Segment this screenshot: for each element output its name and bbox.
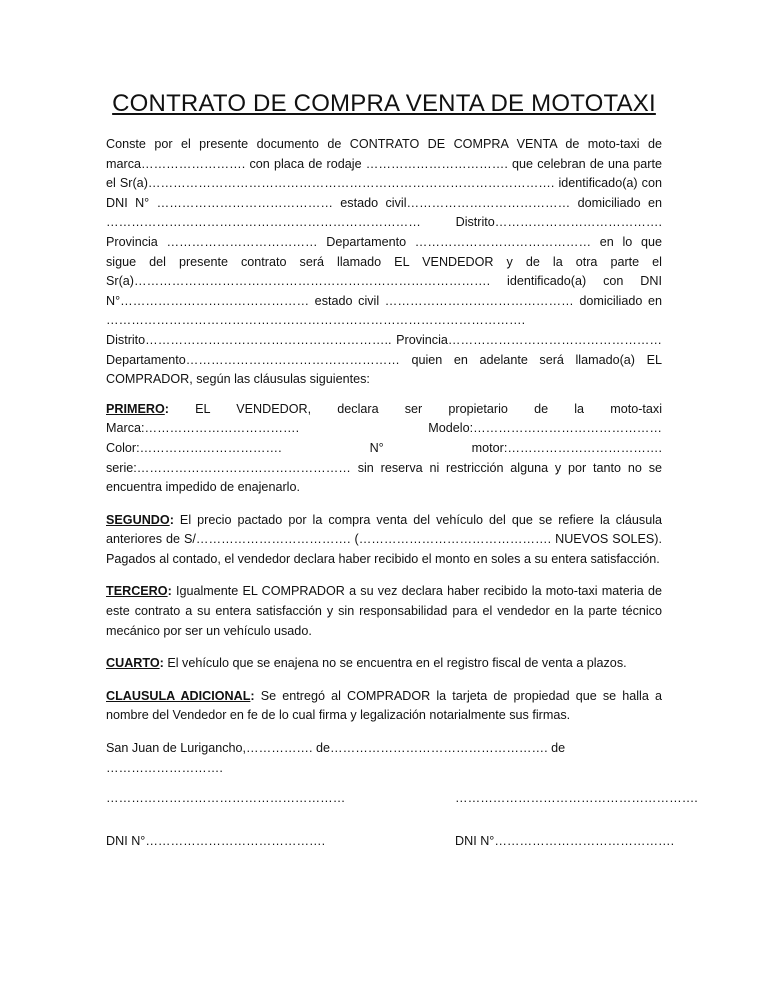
clause-text: EL VENDEDOR, declara ser propietario de la moto-taxi Marca:………………………………. Modelo:……………………………………… Color:……………………………. N° motor:………………………………. serie:…………………………………………… sin reserva ni restricción alguna y por tanto no se encuentra impedido de enajenarlo.: [106, 401, 662, 495]
clause-primero: PRIMERO: EL VENDEDOR, declara ser propietario de la moto-taxi Marca:………………………………. Modelo:……………………………………… Color:……………………………. N° motor:………………………………. serie:…………………………………………… sin reserva ni restricción alguna y por tanto no se encuentra impedido de enajenarlo.: [106, 401, 662, 495]
clause-text: Igualmente EL COMPRADOR a su vez declara haber recibido la moto-taxi materia de este contrato a su entera satisfacción y sin responsabilidad para el vendedor en la parte técnico mecánico por ser un vehículo usado.: [106, 584, 662, 638]
seller-signature-block: [106, 788, 346, 851]
document-title: CONTRATO DE COMPRA VENTA DE MOTOTAXI: [112, 90, 656, 117]
place-date-line: San Juan de Lurigancho,……………. de……………………………………………. de ……………………….: [106, 741, 566, 775]
clause-heading: TERCERO: [106, 584, 168, 599]
clause-heading: CUARTO: [106, 656, 160, 671]
clause-heading: PRIMERO: [106, 401, 165, 416]
dni-field: DNI N°…………………………………….: [106, 834, 326, 848]
signature-line: ………………………………………………….: [455, 791, 698, 805]
intro-paragraph: Conste por el presente documento de CONTRATO DE COMPRA VENTA de moto-taxi de marca……………………. con placa de rodaje ……………………………. que celebran de una parte el Sr(a)……………………………………………………………………………………. identificado(a) con DNI N° …………………………………… estado civil………………………………… domiciliado en ………………………………………………………………… Distrito…………………………………. Provincia ……………………………… Departamento …………………………………… en lo que sigue del presente contrato será llamado EL VENDEDOR y de la otra parte el Sr(a)…………………………………………………………………………. identificado(a) con DNI N°……………………………………… estado civil ……………………………………… domiciliado en ………………………………………………………………………………………. Distrito………………………………………………….. Provincia…………………………………………… Departamento…………………………………………… quien en adelante será llamado(a) EL COMPRADOR, según las cláusulas siguientes:: [106, 137, 662, 387]
clause-text: Se entregó al COMPRADOR la tarjeta de propiedad que se halla a nombre del Vendedor en fe de lo cual firma y legalización notarialmente sus firmas.: [106, 688, 662, 723]
clause-heading: SEGUNDO: [106, 512, 170, 527]
clause-cuarto: CUARTO: El vehículo que se enajena no se encuentra en el registro fiscal de venta a plazos.: [106, 656, 627, 671]
clause-segundo: SEGUNDO: El precio pactado por la compra venta del vehículo del que se refiere la cláusula anteriores de S/………………………………. (………………………………………. NUEVOS SOLES). Pagados al contado, el vendedor declara haber recibido el monto en soles a su entera satisfacción.: [106, 512, 662, 566]
dni-field: DNI N°…………………………………….: [455, 834, 675, 848]
clause-heading: CLAUSULA ADICIONAL: [106, 688, 251, 703]
signature-line: …………………………………………………: [106, 791, 346, 805]
document-body: [106, 135, 662, 778]
buyer-signature-block: [455, 788, 698, 851]
signature-section: [0, 788, 768, 858]
clause-adicional: CLAUSULA ADICIONAL: Se entregó al COMPRADOR la tarjeta de propiedad que se halla a nombre del Vendedor en fe de lo cual firma y legalización notarialmente sus firmas.: [106, 688, 662, 723]
clause-text: El precio pactado por la compra venta del vehículo del que se refiere la cláusula anteriores de S/………………………………. (………………………………………. NUEVOS SOLES). Pagados al contado, el vendedor declara haber recibido el monto en soles a su entera satisfacción.: [106, 512, 662, 566]
clause-tercero: TERCERO: Igualmente EL COMPRADOR a su vez declara haber recibido la moto-taxi materia de este contrato a su entera satisfacción y sin responsabilidad para el vendedor en la parte técnico mecánico por ser un vehículo usado.: [106, 584, 662, 638]
clause-text: El vehículo que se enajena no se encuentra en el registro fiscal de venta a plazos.: [163, 656, 627, 671]
